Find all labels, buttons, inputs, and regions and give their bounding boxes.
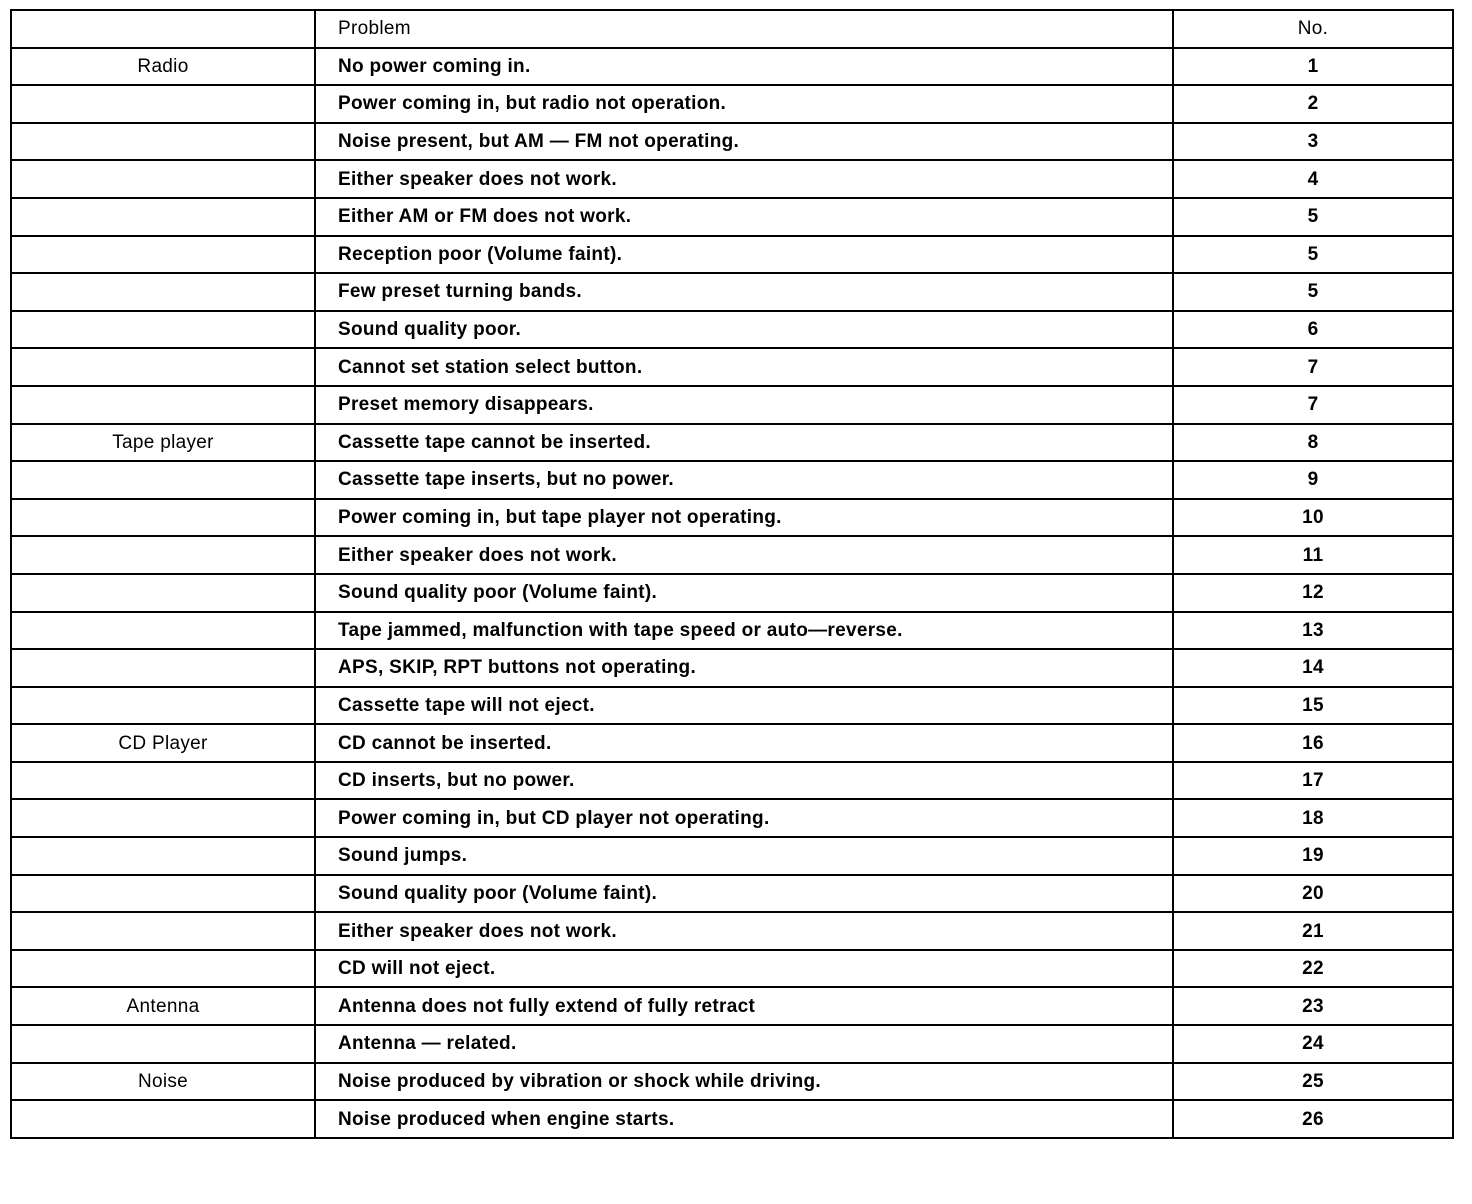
number-cell: 1	[1173, 48, 1453, 86]
category-cell	[11, 1025, 315, 1063]
category-cell	[11, 499, 315, 537]
header-number-cell: No.	[1173, 10, 1453, 48]
category-cell	[11, 536, 315, 574]
problem-cell: APS, SKIP, RPT buttons not operating.	[315, 649, 1173, 687]
table-row	[11, 1063, 1453, 1101]
table-row	[11, 536, 1453, 574]
category-cell: CD Player	[11, 724, 315, 762]
table-row	[11, 236, 1453, 274]
table-row	[11, 424, 1453, 462]
problem-cell: Either AM or FM does not work.	[315, 198, 1173, 236]
category-cell	[11, 198, 315, 236]
category-cell	[11, 386, 315, 424]
number-cell: 12	[1173, 574, 1453, 612]
number-cell: 20	[1173, 875, 1453, 913]
number-cell: 2	[1173, 85, 1453, 123]
table-row	[11, 386, 1453, 424]
table-row	[11, 160, 1453, 198]
problem-cell: Antenna does not fully extend of fully retract	[315, 987, 1173, 1025]
troubleshooting-table	[10, 9, 1454, 1139]
category-cell	[11, 273, 315, 311]
problem-cell: Cassette tape will not eject.	[315, 687, 1173, 725]
problem-cell: Either speaker does not work.	[315, 160, 1173, 198]
number-cell: 23	[1173, 987, 1453, 1025]
problem-cell: Antenna — related.	[315, 1025, 1173, 1063]
table-row	[11, 649, 1453, 687]
number-cell: 5	[1173, 273, 1453, 311]
problem-cell: Tape jammed, malfunction with tape speed or auto—reverse.	[315, 612, 1173, 650]
number-cell: 26	[1173, 1100, 1453, 1138]
category-cell	[11, 236, 315, 274]
problem-cell: Sound quality poor (Volume faint).	[315, 875, 1173, 913]
problem-cell: Few preset turning bands.	[315, 273, 1173, 311]
number-cell: 13	[1173, 612, 1453, 650]
table-row	[11, 574, 1453, 612]
table-row	[11, 687, 1453, 725]
number-cell: 25	[1173, 1063, 1453, 1101]
category-cell	[11, 875, 315, 913]
category-cell	[11, 85, 315, 123]
category-cell: Noise	[11, 1063, 315, 1101]
problem-cell: Either speaker does not work.	[315, 536, 1173, 574]
problem-cell: CD inserts, but no power.	[315, 762, 1173, 800]
number-cell: 24	[1173, 1025, 1453, 1063]
category-cell	[11, 123, 315, 161]
number-cell: 15	[1173, 687, 1453, 725]
table-row	[11, 875, 1453, 913]
problem-cell: CD cannot be inserted.	[315, 724, 1173, 762]
problem-cell: Cassette tape inserts, but no power.	[315, 461, 1173, 499]
number-cell: 10	[1173, 499, 1453, 537]
table-row	[11, 348, 1453, 386]
problem-cell: Cannot set station select button.	[315, 348, 1173, 386]
number-cell: 18	[1173, 799, 1453, 837]
problem-cell: Preset memory disappears.	[315, 386, 1173, 424]
number-cell: 7	[1173, 386, 1453, 424]
problem-cell: Cassette tape cannot be inserted.	[315, 424, 1173, 462]
table-row	[11, 912, 1453, 950]
category-cell	[11, 687, 315, 725]
number-cell: 11	[1173, 536, 1453, 574]
number-cell: 21	[1173, 912, 1453, 950]
category-cell	[11, 649, 315, 687]
category-cell	[11, 950, 315, 988]
number-cell: 3	[1173, 123, 1453, 161]
problem-cell: Sound quality poor (Volume faint).	[315, 574, 1173, 612]
number-cell: 6	[1173, 311, 1453, 349]
category-cell	[11, 574, 315, 612]
problem-cell: Noise produced when engine starts.	[315, 1100, 1173, 1138]
table-row	[11, 311, 1453, 349]
number-cell: 4	[1173, 160, 1453, 198]
category-cell	[11, 1100, 315, 1138]
problem-cell: Noise present, but AM — FM not operating.	[315, 123, 1173, 161]
table-row	[11, 837, 1453, 875]
table-row	[11, 48, 1453, 86]
problem-cell: Either speaker does not work.	[315, 912, 1173, 950]
category-cell	[11, 762, 315, 800]
number-cell: 9	[1173, 461, 1453, 499]
table-row	[11, 123, 1453, 161]
table-row	[11, 987, 1453, 1025]
category-cell: Tape player	[11, 424, 315, 462]
category-cell: Antenna	[11, 987, 315, 1025]
category-cell	[11, 461, 315, 499]
problem-cell: Power coming in, but radio not operation.	[315, 85, 1173, 123]
problem-cell: Power coming in, but CD player not operating.	[315, 799, 1173, 837]
header-row	[11, 10, 1453, 48]
table-body	[11, 10, 1453, 1138]
table-row	[11, 499, 1453, 537]
number-cell: 8	[1173, 424, 1453, 462]
problem-cell: Power coming in, but tape player not operating.	[315, 499, 1173, 537]
category-cell	[11, 837, 315, 875]
category-cell	[11, 912, 315, 950]
table-row	[11, 612, 1453, 650]
table-row	[11, 461, 1453, 499]
category-cell: Radio	[11, 48, 315, 86]
category-cell	[11, 311, 315, 349]
table-row	[11, 198, 1453, 236]
problem-cell: Reception poor (Volume faint).	[315, 236, 1173, 274]
problem-cell: Sound jumps.	[315, 837, 1173, 875]
table-row	[11, 799, 1453, 837]
category-cell	[11, 160, 315, 198]
number-cell: 19	[1173, 837, 1453, 875]
table-row	[11, 950, 1453, 988]
header-problem-cell: Problem	[315, 10, 1173, 48]
problem-cell: No power coming in.	[315, 48, 1173, 86]
number-cell: 5	[1173, 236, 1453, 274]
number-cell: 5	[1173, 198, 1453, 236]
category-cell	[11, 612, 315, 650]
category-cell	[11, 348, 315, 386]
problem-cell: CD will not eject.	[315, 950, 1173, 988]
problem-cell: Noise produced by vibration or shock while driving.	[315, 1063, 1173, 1101]
table-row	[11, 724, 1453, 762]
number-cell: 22	[1173, 950, 1453, 988]
table-row	[11, 85, 1453, 123]
table-row	[11, 1025, 1453, 1063]
table-row	[11, 1100, 1453, 1138]
number-cell: 17	[1173, 762, 1453, 800]
problem-cell: Sound quality poor.	[315, 311, 1173, 349]
category-cell	[11, 799, 315, 837]
number-cell: 16	[1173, 724, 1453, 762]
header-category-cell	[11, 10, 315, 48]
number-cell: 14	[1173, 649, 1453, 687]
table-row	[11, 762, 1453, 800]
table-row	[11, 273, 1453, 311]
number-cell: 7	[1173, 348, 1453, 386]
